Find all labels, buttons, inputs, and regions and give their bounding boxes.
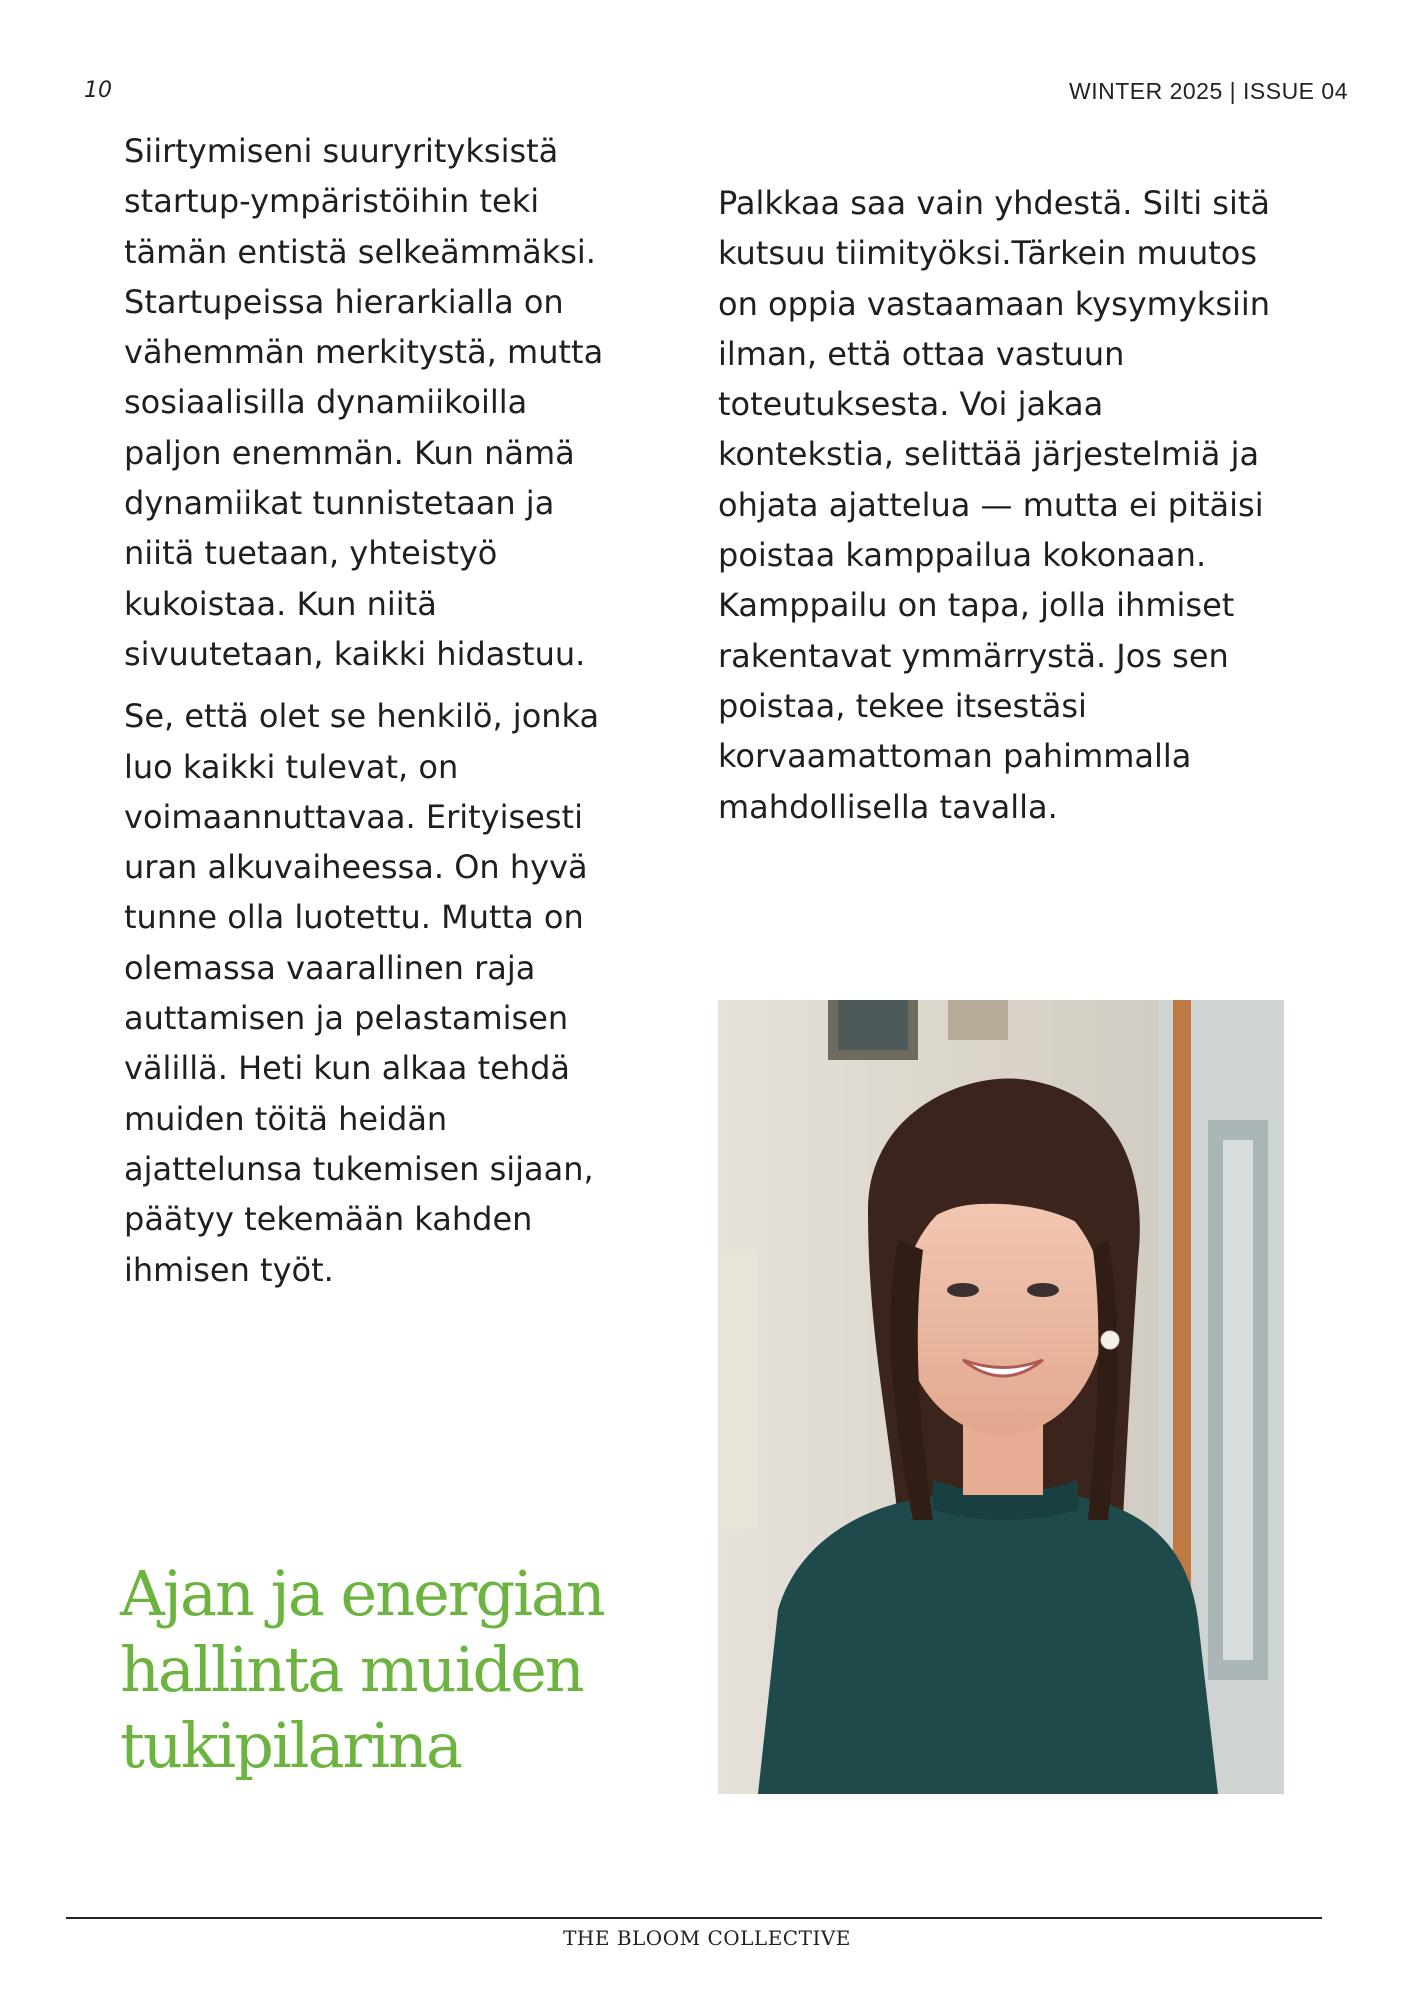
page-number: 10 xyxy=(84,78,112,103)
left-column xyxy=(124,126,644,1295)
issue-label: WINTER 2025 | ISSUE 04 xyxy=(1068,78,1348,104)
body-paragraph: Palkkaa saa vain yhdestä. Silti sitä kutsuu tiimityöksi.Tärkein muutos on oppia vastaamaan kysymyksiin ilman, että ottaa vastuun toteutuksesta. Voi jakaa kontekstia, selittää järjestelmiä ja ohjata ajattelua — mutta ei pitäisi poistaa kamppailua kokonaan. Kamppailu on tapa, jolla ihmiset rakentavat ymmärrystä. Jos sen poistaa, tekee itsestäsi korvaamattoman pahimmalla mahdollisella tavalla. xyxy=(718,184,1271,826)
body-paragraph: Se, että olet se henkilö, jonka luo kaikki tulevat, on voimaannuttavaa. Erityisesti uran alkuvaiheessa. On hyvä tunne olla luotettu. Mutta on olemassa vaarallinen raja auttamisen ja pelastamisen välillä. Heti kun alkaa tehdä muiden töitä heidän ajattelunsa tukemisen sijaan, päätyy tekemään kahden ihmisen työt. xyxy=(124,697,600,1289)
body-paragraph: Siirtymiseni suuryrityksistä startup-ympäristöihin teki tämän entistä selkeämmäksi. Startupeissa hierarkialla on vähemmän merkitystä, mutta sosiaalisilla dynamiikoilla paljon enemmän. Kun nämä dynamiikat tunnistetaan ja niitä tuetaan, yhteistyö kukoistaa. Kun niitä sivuutetaan, kaikki hidastuu. xyxy=(124,132,604,673)
section-heading: Ajan ja energian hallinta muiden tukipilarina xyxy=(120,1557,604,1782)
footer-publication: THE BLOOM COLLECTIVE xyxy=(563,1926,851,1950)
footer-divider xyxy=(66,1917,1322,1919)
right-column xyxy=(718,178,1278,832)
portrait-photo xyxy=(718,1000,1284,1794)
